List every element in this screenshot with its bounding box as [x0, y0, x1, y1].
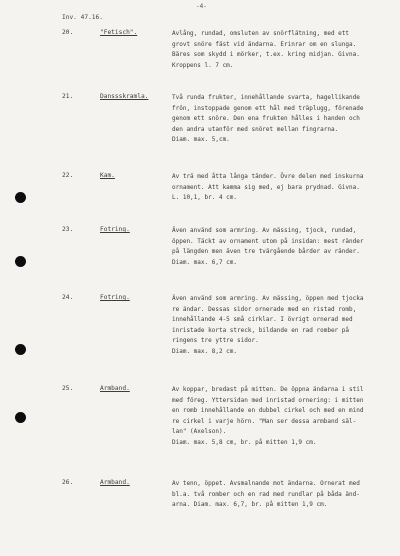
entry-number: 21. — [62, 93, 74, 100]
entry-description-line: på längden men även tre tvärgående bårder av ränder. — [172, 248, 360, 256]
entry-description-line: bl.a. två romber och en rad med rundlar på båda änd- — [172, 490, 360, 498]
entry-title: Danssskramla. — [100, 93, 149, 100]
entry-description — [172, 172, 382, 204]
entry-description-line: re cirkel i varje hörn. "Man ser dessa armband säl- — [172, 417, 357, 425]
entry-description-line: Av koppar, bredast på mitten. De öppna ändarna i stil — [172, 386, 364, 393]
entry-number: 25. — [62, 385, 74, 392]
entry-description-line: lan" (Axelson). — [172, 428, 227, 436]
entry-number: 23. — [62, 226, 74, 233]
entry-description-line: arna. Diam. max. 6,7, br. på mitten 1,9 cm. — [172, 501, 328, 509]
entry-description — [172, 294, 382, 358]
entry-title: Armband. — [100, 385, 130, 392]
entry-number: 24. — [62, 294, 74, 301]
entry-description-line: inristade korta streck, bildande en rad romber på — [172, 326, 350, 334]
entry-description-line: innehållande 4-5 små cirklar. I övrigt ornerad med — [172, 316, 353, 324]
entry-description-line: Diam. max. 8,2 cm. — [172, 347, 238, 355]
punch-hole-2 — [15, 256, 26, 267]
entry-description — [172, 479, 382, 511]
entry-number: 26. — [62, 479, 74, 486]
entry-number: 22. — [62, 172, 74, 179]
entry-description-line: frön, instoppade genom ett hål med träplugg, förenade — [172, 104, 364, 112]
punch-hole-1 — [15, 192, 26, 203]
page-number: -4- — [196, 3, 207, 10]
entry-title: Fotring. — [100, 294, 130, 301]
entry-description-line: Av tenn, öppet. Avsmalnande mot ändarna. Ornerat med — [172, 480, 360, 487]
entry-description-line: en romb innehållande en dubbel cirkel och med en mind — [172, 407, 364, 415]
entry-description-line: grovt snöre fäst vid ändarna. Erinrar om en slunga. — [172, 40, 357, 48]
entry-title: Fotring. — [100, 226, 130, 233]
entry-description — [172, 226, 382, 268]
punch-hole-4 — [15, 412, 26, 423]
entry-description-line: Diam. max. 6,7 cm. — [172, 258, 238, 266]
entry-number: 20. — [62, 29, 74, 36]
entry-title: "Fetisch". — [100, 29, 138, 36]
entry-description-line: Diam. max. 5,8 cm, br. på mitten 1,9 cm. — [172, 438, 317, 446]
entry-description-line: Två runda frukter, innehållande svarta, hagellikande — [172, 94, 360, 101]
entry-description-line: Bäres som skydd i mörker, t.ex. kring midjan. Givna. — [172, 51, 360, 59]
entry-description-line: Diam. max. 5,cm. — [172, 136, 230, 144]
entry-description-line: ringens tre yttre sidor. — [172, 337, 259, 345]
inventory-number: Inv. 47.16. — [62, 14, 103, 21]
entry-description-line: L. 10,1, br. 4 cm. — [172, 194, 238, 202]
entry-description-line: re ändar. Dessas sidor ornerade med en ristad romb, — [172, 305, 357, 313]
entry-description-line: genom ett snöre. Den ena frukten hålles i handen och — [172, 115, 360, 123]
entry-description — [172, 93, 382, 146]
entry-description-line: ornament. Att kamma sig med, ej bara prydnad. Givna. — [172, 183, 360, 191]
entry-description — [172, 385, 382, 449]
entry-description-line: Även använd som armring. Av mässing, öppen med tjocka — [172, 295, 364, 302]
entry-description-line: öppen. Täckt av ornament utom på insidan: mest ränder — [172, 237, 364, 245]
entry-description-line: Avlång, rundad, omsluten av snörflätning, med ett — [172, 30, 350, 37]
punch-hole-3 — [15, 344, 26, 355]
entry-description-line: med föreg. Yttersidan med inristad ornering: i mitten — [172, 396, 364, 404]
entry-description-line: den andra utanför med snöret mellan fingrarna. — [172, 125, 339, 133]
entry-description-line: Även använd som armring. Av mässing, tjock, rundad, — [172, 227, 357, 234]
entry-title: Kam. — [100, 172, 115, 179]
entry-description — [172, 29, 382, 71]
entry-description-line: Kroppens l. 7 cm. — [172, 61, 234, 69]
entry-title: Armband. — [100, 479, 130, 486]
entry-description-line: Av trä med åtta långa tänder. Övre delen med inskurna — [172, 173, 364, 180]
